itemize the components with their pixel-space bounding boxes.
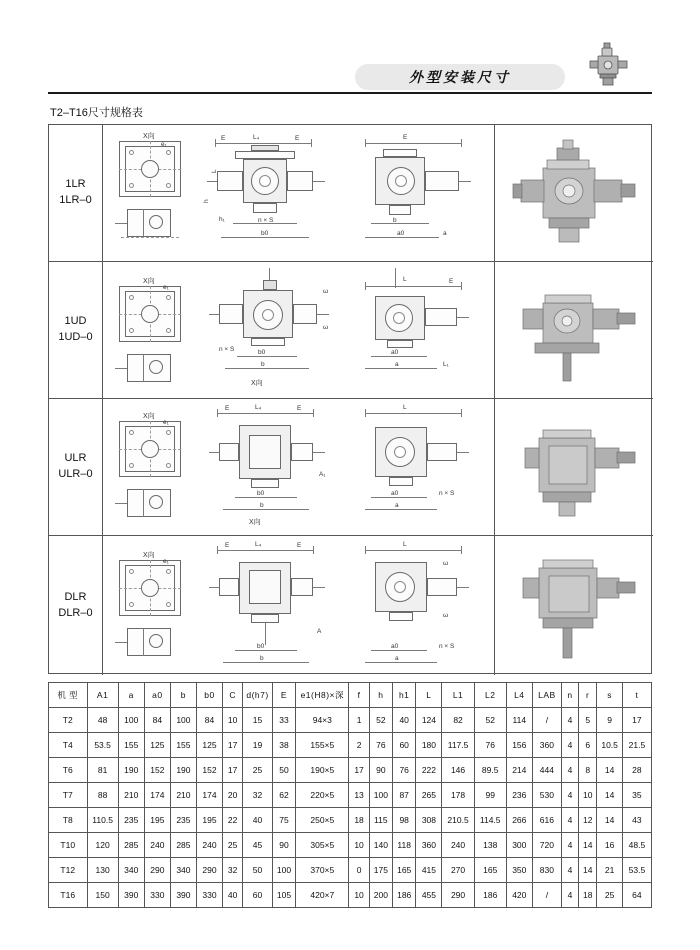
cell: 17 <box>349 758 369 783</box>
cell: 190 <box>118 758 144 783</box>
drawing-label-h: L <box>211 169 218 173</box>
cell: 38 <box>272 733 295 758</box>
drawing-cell <box>103 125 495 261</box>
gearbox-logo-icon <box>584 40 632 88</box>
drawing-label-L: L <box>403 541 407 548</box>
col-header: h1 <box>393 683 416 708</box>
cell: 118 <box>393 833 416 858</box>
cell: 146 <box>442 758 474 783</box>
cell: 360 <box>416 833 442 858</box>
cell: 50 <box>272 758 295 783</box>
model-label-cell <box>49 399 103 535</box>
col-header: E <box>272 683 295 708</box>
drawing-label-e1: e₁ <box>163 284 169 291</box>
cell: T12 <box>49 858 88 883</box>
drawing-label-xview: X向 <box>143 413 155 420</box>
model-label-line1: 1UD <box>64 315 87 328</box>
drawing-label-e1: e₁ <box>163 558 169 565</box>
model-label-line2: ULR–0 <box>58 468 93 480</box>
drawing-label-b0: n × S <box>258 217 274 224</box>
cell: 32 <box>223 858 243 883</box>
drawing-label-b: b0 <box>261 230 269 237</box>
cell: 18 <box>579 883 597 908</box>
drawing-label-L4: L₄ <box>255 404 262 411</box>
photo-cell <box>495 262 653 398</box>
cell: 235 <box>170 808 196 833</box>
cell: 350 <box>506 858 532 883</box>
cell: 174 <box>196 783 222 808</box>
model-label-line2: 1UD–0 <box>58 331 93 343</box>
drawing-label-xview: X向 <box>143 133 155 140</box>
cell: 305×5 <box>296 833 349 858</box>
cell: 190 <box>170 758 196 783</box>
cell: 9 <box>597 708 622 733</box>
col-header: n <box>561 683 578 708</box>
cell: 360 <box>532 733 561 758</box>
cell: 150 <box>87 883 118 908</box>
cell: 155×5 <box>296 733 349 758</box>
col-header: L <box>416 683 442 708</box>
cell: 5 <box>579 708 597 733</box>
table-row <box>49 883 652 908</box>
drawing-label-a: a0 <box>397 230 405 237</box>
cell: 52 <box>474 708 506 733</box>
cell: 76 <box>393 758 416 783</box>
gearbox-photo-ulr <box>495 399 653 535</box>
page-title: 外型安装尺寸 <box>409 69 511 85</box>
model-label-line1: DLR <box>64 590 87 603</box>
cell: 125 <box>144 733 170 758</box>
cell: 13 <box>349 783 369 808</box>
cell: 270 <box>442 858 474 883</box>
page-title-plate <box>355 64 565 90</box>
drawing-label-h1: h <box>203 199 210 203</box>
cell: 100 <box>170 708 196 733</box>
drawing-label-b0: b0 <box>257 643 265 650</box>
cell: 290 <box>442 883 474 908</box>
cell: 25 <box>597 883 622 908</box>
drawing-label-A: A <box>317 628 322 635</box>
drawing-label-E2: E <box>297 542 302 549</box>
cell: 4 <box>561 783 578 808</box>
cell: T6 <box>49 758 88 783</box>
cell: 60 <box>243 883 273 908</box>
cell: 82 <box>442 708 474 733</box>
drawing-label-omega: ω <box>323 288 329 295</box>
cell: 220×5 <box>296 783 349 808</box>
drawing-label-a: a <box>395 361 399 368</box>
cell: 35 <box>622 783 651 808</box>
model-label-cell <box>49 536 103 675</box>
cell: 25 <box>223 833 243 858</box>
col-header: L2 <box>474 683 506 708</box>
cell: / <box>532 883 561 908</box>
cell: 98 <box>393 808 416 833</box>
col-header: 机 型 <box>49 683 88 708</box>
model-label-line1: ULR <box>64 452 87 465</box>
cell: 84 <box>196 708 222 733</box>
cell: 4 <box>561 808 578 833</box>
cell: T4 <box>49 733 88 758</box>
cell: 420×7 <box>296 883 349 908</box>
table-row <box>49 808 652 833</box>
cell: 33 <box>272 708 295 733</box>
drawing-label-L: L <box>403 276 407 283</box>
drawing-label-xview: X向 <box>143 552 155 559</box>
cell: 76 <box>474 733 506 758</box>
table-row <box>49 536 653 675</box>
table-caption: T2–T16尺寸规格表 <box>50 107 143 119</box>
cell: 12 <box>579 808 597 833</box>
cell: T8 <box>49 808 88 833</box>
cell: 14 <box>597 783 622 808</box>
cell: 186 <box>393 883 416 908</box>
col-header: b0 <box>196 683 222 708</box>
table-row <box>49 833 652 858</box>
drawing-label-nxs: n × S <box>439 643 455 650</box>
cell: 124 <box>416 708 442 733</box>
cell: 138 <box>474 833 506 858</box>
col-header: d(h7) <box>243 683 273 708</box>
table-row <box>49 733 652 758</box>
drawing-label-L1: a <box>443 230 447 237</box>
header-divider <box>48 92 652 94</box>
cell: 40 <box>243 808 273 833</box>
cell: 10 <box>579 783 597 808</box>
drawing-label-L: L <box>403 404 407 411</box>
col-header: LAB <box>532 683 561 708</box>
drawing-cell <box>103 399 495 535</box>
cell: 4 <box>561 708 578 733</box>
cell: 195 <box>144 808 170 833</box>
cell: 120 <box>87 833 118 858</box>
cell: 16 <box>597 833 622 858</box>
cell: 17 <box>622 708 651 733</box>
col-header: a0 <box>144 683 170 708</box>
cell: 1 <box>349 708 369 733</box>
cell: 90 <box>369 758 392 783</box>
table-row <box>49 125 653 262</box>
cell: 420 <box>506 883 532 908</box>
cell: 2 <box>349 733 369 758</box>
specification-data-table <box>48 682 652 908</box>
cell: 99 <box>474 783 506 808</box>
cell: 455 <box>416 883 442 908</box>
photo-cell <box>495 125 653 261</box>
drawing-label-xview-bottom: X向 <box>251 380 263 387</box>
drawing-label-L4: L₄ <box>253 134 260 141</box>
cell: 720 <box>532 833 561 858</box>
cell: 117.5 <box>442 733 474 758</box>
cell: 40 <box>393 708 416 733</box>
drawing-label-xview-bottom: X向 <box>249 519 261 526</box>
drawing-label-b0: b0 <box>257 490 265 497</box>
cell: 4 <box>561 883 578 908</box>
cell: 308 <box>416 808 442 833</box>
cell: 114.5 <box>474 808 506 833</box>
cell: T16 <box>49 883 88 908</box>
table-row <box>49 783 652 808</box>
cell: 28 <box>622 758 651 783</box>
cell: 20 <box>223 783 243 808</box>
drawing-label-xview: X向 <box>143 278 155 285</box>
table-header-row <box>49 683 652 708</box>
cell: 155 <box>170 733 196 758</box>
drawing-label-b: b <box>260 502 264 509</box>
cell: 175 <box>369 858 392 883</box>
cell: 114 <box>506 708 532 733</box>
cell: 165 <box>393 858 416 883</box>
cell: 19 <box>243 733 273 758</box>
cell: 530 <box>532 783 561 808</box>
cell: 17 <box>223 733 243 758</box>
cell: 14 <box>597 758 622 783</box>
drawing-label-E2: E <box>295 135 300 142</box>
cell: 94×3 <box>296 708 349 733</box>
cell: 235 <box>118 808 144 833</box>
cell: 152 <box>196 758 222 783</box>
cell: 25 <box>243 758 273 783</box>
cell: 43 <box>622 808 651 833</box>
drawing-label-a: a <box>395 502 399 509</box>
model-label-cell <box>49 262 103 398</box>
cell: 370×5 <box>296 858 349 883</box>
drawing-label-a0: a0 <box>391 643 399 650</box>
cell: 50 <box>243 858 273 883</box>
cell: 240 <box>442 833 474 858</box>
drawing-label-e1: e₁ <box>163 419 169 426</box>
cell: 115 <box>369 808 392 833</box>
cell: 64 <box>622 883 651 908</box>
table-row <box>49 262 653 399</box>
drawing-label-omega: ω <box>443 560 449 567</box>
cell: 165 <box>474 858 506 883</box>
drawing-label-L: E <box>403 134 408 141</box>
cell: 390 <box>118 883 144 908</box>
cell: 210 <box>170 783 196 808</box>
gearbox-photo-1lr <box>495 125 653 261</box>
drawing-label-nxs: n × S <box>439 490 455 497</box>
drawing-label-E2: E <box>297 405 302 412</box>
cell: 21 <box>597 858 622 883</box>
cell: 300 <box>506 833 532 858</box>
cell: 22 <box>223 808 243 833</box>
cell: 0 <box>349 858 369 883</box>
col-header: L4 <box>506 683 532 708</box>
drawing-label-b: b <box>260 655 264 662</box>
cell: 4 <box>561 758 578 783</box>
cell: 140 <box>369 833 392 858</box>
drawing-label-a: a <box>395 655 399 662</box>
cell: 444 <box>532 758 561 783</box>
cell: 17 <box>223 758 243 783</box>
cell: / <box>532 708 561 733</box>
col-header: e1(H8)×深 <box>296 683 349 708</box>
cell: 250×5 <box>296 808 349 833</box>
cell: 285 <box>118 833 144 858</box>
table-row <box>49 708 652 733</box>
cell: 18 <box>349 808 369 833</box>
drawing-label-A1: A₁ <box>319 471 326 478</box>
cell: 195 <box>196 808 222 833</box>
cell: 88 <box>87 783 118 808</box>
cell: 53.5 <box>87 733 118 758</box>
drawing-label-E: E <box>449 278 454 285</box>
photo-cell <box>495 536 653 675</box>
cell: 830 <box>532 858 561 883</box>
cell: 48.5 <box>622 833 651 858</box>
col-header: b <box>170 683 196 708</box>
cell: 210 <box>118 783 144 808</box>
gearbox-photo-dlr <box>495 536 653 675</box>
cell: 100 <box>118 708 144 733</box>
col-header: h <box>369 683 392 708</box>
drawing-label-L4: L₄ <box>255 541 262 548</box>
drawing-label-b: b <box>261 361 265 368</box>
cell: 4 <box>561 833 578 858</box>
cell: 236 <box>506 783 532 808</box>
cell: 155 <box>118 733 144 758</box>
cell: 81 <box>87 758 118 783</box>
cell: 330 <box>196 883 222 908</box>
cell: 100 <box>369 783 392 808</box>
drawing-label-a0: a0 <box>391 490 399 497</box>
cell: 75 <box>272 808 295 833</box>
gearbox-photo-1ud <box>495 262 653 398</box>
cell: 200 <box>369 883 392 908</box>
cell: 265 <box>416 783 442 808</box>
cell: 214 <box>506 758 532 783</box>
cell: 53.5 <box>622 858 651 883</box>
cell: 130 <box>87 858 118 883</box>
table-row <box>49 758 652 783</box>
cell: T7 <box>49 783 88 808</box>
cell: 330 <box>144 883 170 908</box>
drawing-label-a0: a0 <box>391 349 399 356</box>
cell: 52 <box>369 708 392 733</box>
drawing-label-a0: b <box>393 217 397 224</box>
col-header: f <box>349 683 369 708</box>
col-header: L1 <box>442 683 474 708</box>
cell: 89.5 <box>474 758 506 783</box>
page-header <box>0 18 700 88</box>
cell: 21.5 <box>622 733 651 758</box>
drawing-label-L1: L₁ <box>443 361 449 368</box>
drawing-label-nxs: h₁ <box>219 216 225 223</box>
drawing-label-E: E <box>225 542 230 549</box>
cell: 15 <box>243 708 273 733</box>
drawing-cell <box>103 536 495 675</box>
cell: 62 <box>272 783 295 808</box>
cell: 6 <box>579 733 597 758</box>
cell: 14 <box>579 858 597 883</box>
cell: 40 <box>223 883 243 908</box>
cell: 14 <box>597 808 622 833</box>
cell: 152 <box>144 758 170 783</box>
drawing-label-omega2: ω <box>443 612 449 619</box>
cell: 616 <box>532 808 561 833</box>
cell: 125 <box>196 733 222 758</box>
col-header: r <box>579 683 597 708</box>
cell: 87 <box>393 783 416 808</box>
drawing-cell <box>103 262 495 398</box>
cell: 10.5 <box>597 733 622 758</box>
cell: T2 <box>49 708 88 733</box>
cell: 180 <box>416 733 442 758</box>
cell: 10 <box>223 708 243 733</box>
cell: 8 <box>579 758 597 783</box>
cell: 178 <box>442 783 474 808</box>
model-label-line2: DLR–0 <box>58 606 93 619</box>
col-header: A1 <box>87 683 118 708</box>
dimension-drawing-table <box>48 124 652 674</box>
cell: 76 <box>369 733 392 758</box>
model-label-line1: 1LR <box>65 178 86 191</box>
col-header: t <box>622 683 651 708</box>
drawing-label-nxs: n × S <box>219 346 235 353</box>
cell: 10 <box>349 833 369 858</box>
drawing-label-omega2: ω <box>323 324 329 331</box>
cell: 415 <box>416 858 442 883</box>
model-label-cell <box>49 125 103 261</box>
drawing-label-E: E <box>221 135 226 142</box>
drawing-label-e1: e₁ <box>161 141 167 148</box>
cell: 390 <box>170 883 196 908</box>
table-row <box>49 858 652 883</box>
table-row <box>49 399 653 536</box>
cell: 4 <box>561 733 578 758</box>
drawing-label-E: E <box>225 405 230 412</box>
col-header: C <box>223 683 243 708</box>
cell: 340 <box>170 858 196 883</box>
cell: 186 <box>474 883 506 908</box>
cell: 240 <box>196 833 222 858</box>
photo-cell <box>495 399 653 535</box>
col-header: a <box>118 683 144 708</box>
model-label-line2: 1LR–0 <box>59 194 92 206</box>
cell: T10 <box>49 833 88 858</box>
cell: 174 <box>144 783 170 808</box>
cell: 100 <box>272 858 295 883</box>
cell: 32 <box>243 783 273 808</box>
cell: 110.5 <box>87 808 118 833</box>
cell: 14 <box>579 833 597 858</box>
cell: 266 <box>506 808 532 833</box>
cell: 90 <box>272 833 295 858</box>
cell: 84 <box>144 708 170 733</box>
cell: 10 <box>349 883 369 908</box>
cell: 285 <box>170 833 196 858</box>
cell: 190×5 <box>296 758 349 783</box>
col-header: s <box>597 683 622 708</box>
drawing-label-b0: b0 <box>258 349 266 356</box>
cell: 240 <box>144 833 170 858</box>
cell: 60 <box>393 733 416 758</box>
cell: 340 <box>118 858 144 883</box>
cell: 4 <box>561 858 578 883</box>
cell: 210.5 <box>442 808 474 833</box>
cell: 105 <box>272 883 295 908</box>
cell: 48 <box>87 708 118 733</box>
cell: 156 <box>506 733 532 758</box>
cell: 222 <box>416 758 442 783</box>
cell: 45 <box>243 833 273 858</box>
cell: 290 <box>144 858 170 883</box>
cell: 290 <box>196 858 222 883</box>
